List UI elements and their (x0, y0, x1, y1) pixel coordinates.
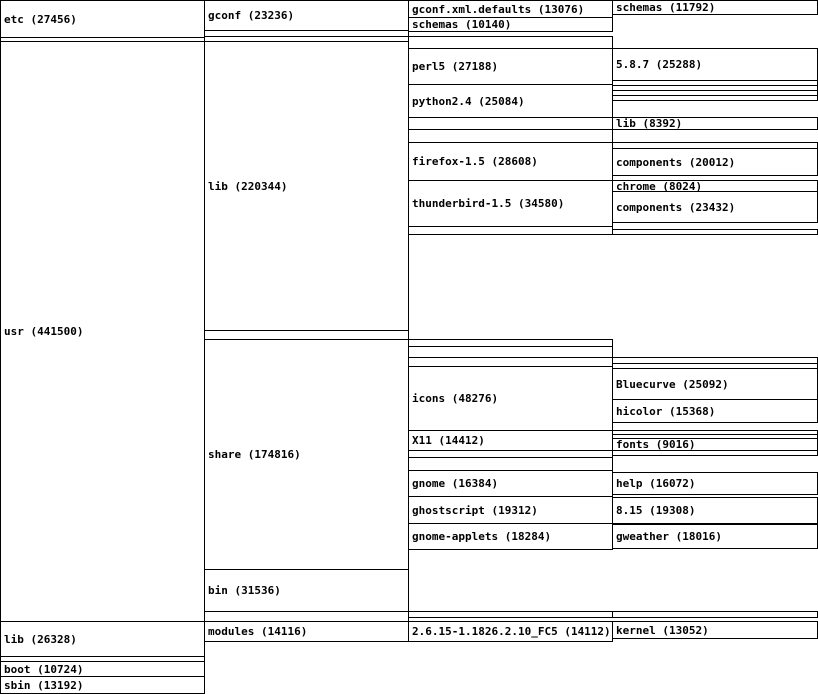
node-schemas-2[interactable]: schemas (11792) (612, 0, 818, 15)
node-perl-5-8-7[interactable]: 5.8.7 (25288) (612, 48, 818, 81)
node-small[interactable] (408, 226, 613, 235)
node-small[interactable] (612, 229, 818, 235)
node-ghostscript[interactable]: ghostscript (19312) (408, 496, 613, 524)
node-kernel[interactable]: kernel (13052) (612, 621, 818, 639)
node-share[interactable]: share (174816) (204, 339, 409, 570)
node-x11[interactable]: X11 (14412) (408, 430, 613, 451)
node-bluecurve[interactable]: Bluecurve (25092) (612, 368, 818, 400)
node-perl5[interactable]: perl5 (27188) (408, 48, 613, 85)
node-gnome[interactable]: gnome (16384) (408, 470, 613, 497)
node-small[interactable] (204, 30, 409, 37)
node-small[interactable] (408, 611, 613, 618)
node-small[interactable] (612, 450, 818, 456)
node-python2-4[interactable]: python2.4 (25084) (408, 84, 613, 118)
node-8-15[interactable]: 8.15 (19308) (612, 497, 818, 524)
node-firefox-components[interactable]: components (20012) (612, 148, 818, 176)
node-python-lib[interactable]: lib (8392) (612, 117, 818, 130)
node-thunderbird-components[interactable]: components (23432) (612, 191, 818, 223)
node-help[interactable]: help (16072) (612, 472, 818, 495)
node-gconf[interactable]: gconf (23236) (204, 0, 409, 31)
node-schemas-1[interactable]: schemas (10140) (408, 17, 613, 32)
node-sbin[interactable]: sbin (13192) (0, 676, 205, 694)
node-small[interactable] (408, 129, 613, 143)
node-gconf-xml-defaults[interactable]: gconf.xml.defaults (13076) (408, 0, 613, 18)
node-usr-lib[interactable]: lib (220344) (204, 41, 409, 331)
node-modules[interactable]: modules (14116) (204, 621, 409, 642)
node-boot[interactable]: boot (10724) (0, 661, 205, 677)
node-firefox[interactable]: firefox-1.5 (28608) (408, 142, 613, 181)
node-etc[interactable]: etc (27456) (0, 0, 205, 38)
node-bin[interactable]: bin (31536) (204, 569, 409, 612)
node-small[interactable] (408, 457, 613, 471)
node-kernel-version[interactable]: 2.6.15-1.1826.2.10_FC5 (14112) (408, 621, 613, 642)
node-hicolor[interactable]: hicolor (15368) (612, 399, 818, 423)
node-gweather[interactable]: gweather (18016) (612, 524, 818, 549)
node-gnome-applets[interactable]: gnome-applets (18284) (408, 523, 613, 550)
node-lib-root[interactable]: lib (26328) (0, 621, 205, 657)
node-small[interactable] (612, 611, 818, 618)
node-small[interactable] (612, 95, 818, 101)
node-usr[interactable]: usr (441500) (0, 41, 205, 622)
node-fonts[interactable]: fonts (9016) (612, 438, 818, 451)
node-icons[interactable]: icons (48276) (408, 366, 613, 431)
node-chrome[interactable]: chrome (8024) (612, 180, 818, 192)
node-thunderbird[interactable]: thunderbird-1.5 (34580) (408, 180, 613, 227)
